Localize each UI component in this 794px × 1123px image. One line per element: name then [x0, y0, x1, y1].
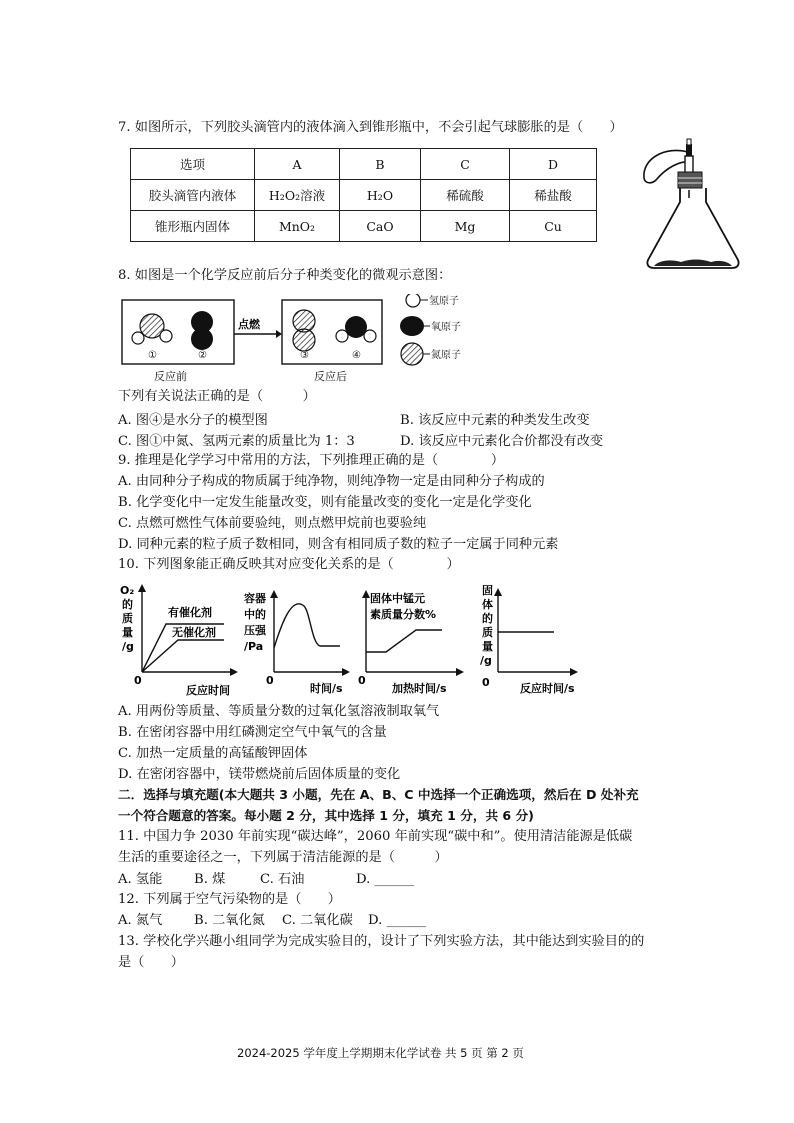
svg-text:的: 的 — [482, 612, 493, 625]
svg-text:质: 质 — [482, 626, 493, 639]
page-footer: 2024-2025 学年度上学期期末化学试卷 共 5 页 第 2 页 — [237, 1046, 524, 1060]
svg-text:量: 量 — [482, 640, 493, 653]
table-row — [131, 211, 597, 242]
q13-stem-line1: 13. 学校化学兴趣小组同学为完成实验目的，设计了下列实验方法，其中能达到实验目的的 — [118, 934, 645, 949]
q8-stem: 8. 如图是一个化学反应前后分子种类变化的微观示意图： — [118, 268, 452, 283]
svg-text:固: 固 — [482, 584, 493, 597]
table-row — [131, 180, 597, 211]
table-cell: MnO₂ — [255, 211, 340, 242]
svg-text:容器: 容器 — [244, 592, 266, 605]
legend-nitrogen: 氮原子 — [431, 350, 461, 361]
q10-option-d: D. 在密闭容器中，镁带燃烧前后固体质量的变化 — [118, 767, 401, 782]
q10-option-b: B. 在密闭容器中用红磷测定空气中氧气的含量 — [118, 725, 387, 740]
table-cell: H₂O₂溶液 — [255, 180, 340, 211]
q11-stem-line1: 11. 中国力争 2030 年前实现“碳达峰”，2060 年前实现“碳中和”。使用清洁能源是低碳 — [118, 829, 633, 844]
svg-text:素质量分数%: 素质量分数% — [370, 608, 437, 621]
svg-text:的: 的 — [122, 598, 133, 611]
q7-stem: 7. 如图所示，下列胶头滴管内的液体滴入到锥形瓶中，不会引起气球膨胀的是（ ） — [118, 120, 623, 135]
q11-option-a: A. 氢能 — [118, 872, 163, 887]
q8-option-c: C. 图①中氮、氢两元素的质量比为 1：3 — [118, 434, 355, 449]
svg-text:压强: 压强 — [244, 624, 266, 637]
q8-option-b: B. 该反应中元素的种类发生改变 — [400, 413, 590, 428]
svg-text:加热时间/s: 加热时间/s — [392, 682, 447, 695]
mol-3-label: ③ — [300, 350, 309, 361]
mol-4-label: ④ — [352, 350, 361, 361]
mol-1-label: ① — [148, 350, 157, 361]
svg-text:质: 质 — [122, 612, 133, 625]
flask-balloon-figure — [636, 138, 750, 272]
table-cell: B — [340, 149, 421, 180]
table-cell: D — [510, 149, 597, 180]
table-cell: 稀盐酸 — [510, 180, 597, 211]
q10-stem: 10. 下列图象能正确反映其对应变化关系的是（ ） — [118, 557, 460, 572]
q9-option-a: A. 由同种分子构成的物质属于纯净物，则纯净物一定是由同种分子构成的 — [118, 474, 545, 489]
q8-option-a: A. 图④是水分子的模型图 — [118, 413, 268, 428]
svg-text:反应时间/s: 反应时间/s — [520, 682, 575, 695]
svg-text:O₂: O₂ — [120, 584, 135, 597]
after-label: 反应后 — [314, 370, 347, 383]
q11-stem-line2: 生活的重要途径之一，下列属于清洁能源的是（ ） — [118, 850, 448, 865]
table-cell: Mg — [421, 211, 510, 242]
table-cell: CaO — [340, 211, 421, 242]
q9-option-b: B. 化学变化中一定发生能量改变，则有能量改变的变化一定是化学变化 — [118, 495, 532, 510]
q7-table — [130, 148, 597, 242]
svg-text:体: 体 — [482, 598, 493, 611]
table-cell: C — [421, 149, 510, 180]
table-cell: 稀硫酸 — [421, 180, 510, 211]
q8-option-d: D. 该反应中元素化合价都没有改变 — [400, 434, 604, 449]
arrow-label: 点燃 — [238, 318, 260, 331]
q10-graph-a — [116, 580, 246, 698]
svg-text:0: 0 — [134, 674, 142, 687]
svg-text:时间/s: 时间/s — [310, 682, 343, 695]
graph-a-line1-label: 有催化剂 — [168, 606, 212, 619]
q10-option-c: C. 加热一定质量的高锰酸钾固体 — [118, 746, 308, 761]
section2-heading-line1: 二．选择与填充题(本大题共 3 小题，先在 A、B、C 中选择一个正确选项，然后在 D 处补充 — [118, 787, 639, 802]
q12-option-d: D. ______ — [368, 913, 427, 928]
q10-graph-d — [474, 582, 584, 698]
svg-text:量: 量 — [122, 626, 133, 639]
table-cell: A — [255, 149, 340, 180]
table-cell: 锥形瓶内固体 — [131, 211, 255, 242]
before-label: 反应前 — [154, 370, 187, 383]
table-cell: 选项 — [131, 149, 255, 180]
q10-graph-c — [356, 586, 470, 698]
svg-text:/g: /g — [480, 654, 492, 667]
table-row — [131, 149, 597, 180]
q8-reaction-diagram — [118, 294, 498, 384]
svg-text:反应时间: 反应时间 — [186, 684, 230, 697]
q12-option-c: C. 二氧化碳 — [282, 913, 353, 928]
q10-option-a: A. 用两份等质量、等质量分数的过氧化氢溶液制取氧气 — [118, 704, 440, 719]
q9-stem: 9. 推理是化学学习中常用的方法，下列推理正确的是（ ） — [118, 453, 505, 468]
svg-text:0: 0 — [266, 674, 274, 687]
q12-option-b: B. 二氧化氮 — [194, 913, 265, 928]
q12-stem: 12. 下列属于空气污染物的是（ ） — [118, 892, 341, 907]
q9-option-c: C. 点燃可燃性气体前要验纯，则点燃甲烷前也要验纯 — [118, 516, 427, 531]
svg-text:0: 0 — [482, 676, 490, 689]
legend-oxygen: 氧原子 — [431, 322, 461, 333]
q11-option-c: C. 石油 — [260, 872, 305, 887]
q9-option-d: D. 同种元素的粒子质子数相同，则含有相同质子数的粒子一定属于同种元素 — [118, 537, 559, 552]
q8-question: 下列有关说法正确的是（ ） — [118, 389, 316, 404]
legend-hydrogen: 氢原子 — [429, 296, 459, 307]
svg-text:/Pa: /Pa — [244, 640, 264, 653]
q11-option-d: D. ______ — [356, 872, 415, 887]
table-cell: Cu — [510, 211, 597, 242]
mol-2-label: ② — [198, 350, 207, 361]
q10-graph-b — [244, 586, 356, 698]
q13-stem-line2: 是（ ） — [118, 955, 184, 970]
svg-text:中的: 中的 — [244, 608, 266, 621]
graph-a-line2-label: 无催化剂 — [172, 626, 216, 639]
svg-text:/g: /g — [122, 640, 134, 653]
section2-heading-line2: 一个符合题意的答案。每小题 2 分，其中选择 1 分，填充 1 分，共 6 分) — [118, 808, 534, 823]
q11-option-b: B. 煤 — [194, 872, 226, 887]
svg-text:0: 0 — [358, 674, 366, 687]
table-cell: 胶头滴管内液体 — [131, 180, 255, 211]
q12-option-a: A. 氮气 — [118, 913, 163, 928]
svg-text:固体中锰元: 固体中锰元 — [370, 592, 425, 605]
table-cell: H₂O — [340, 180, 421, 211]
